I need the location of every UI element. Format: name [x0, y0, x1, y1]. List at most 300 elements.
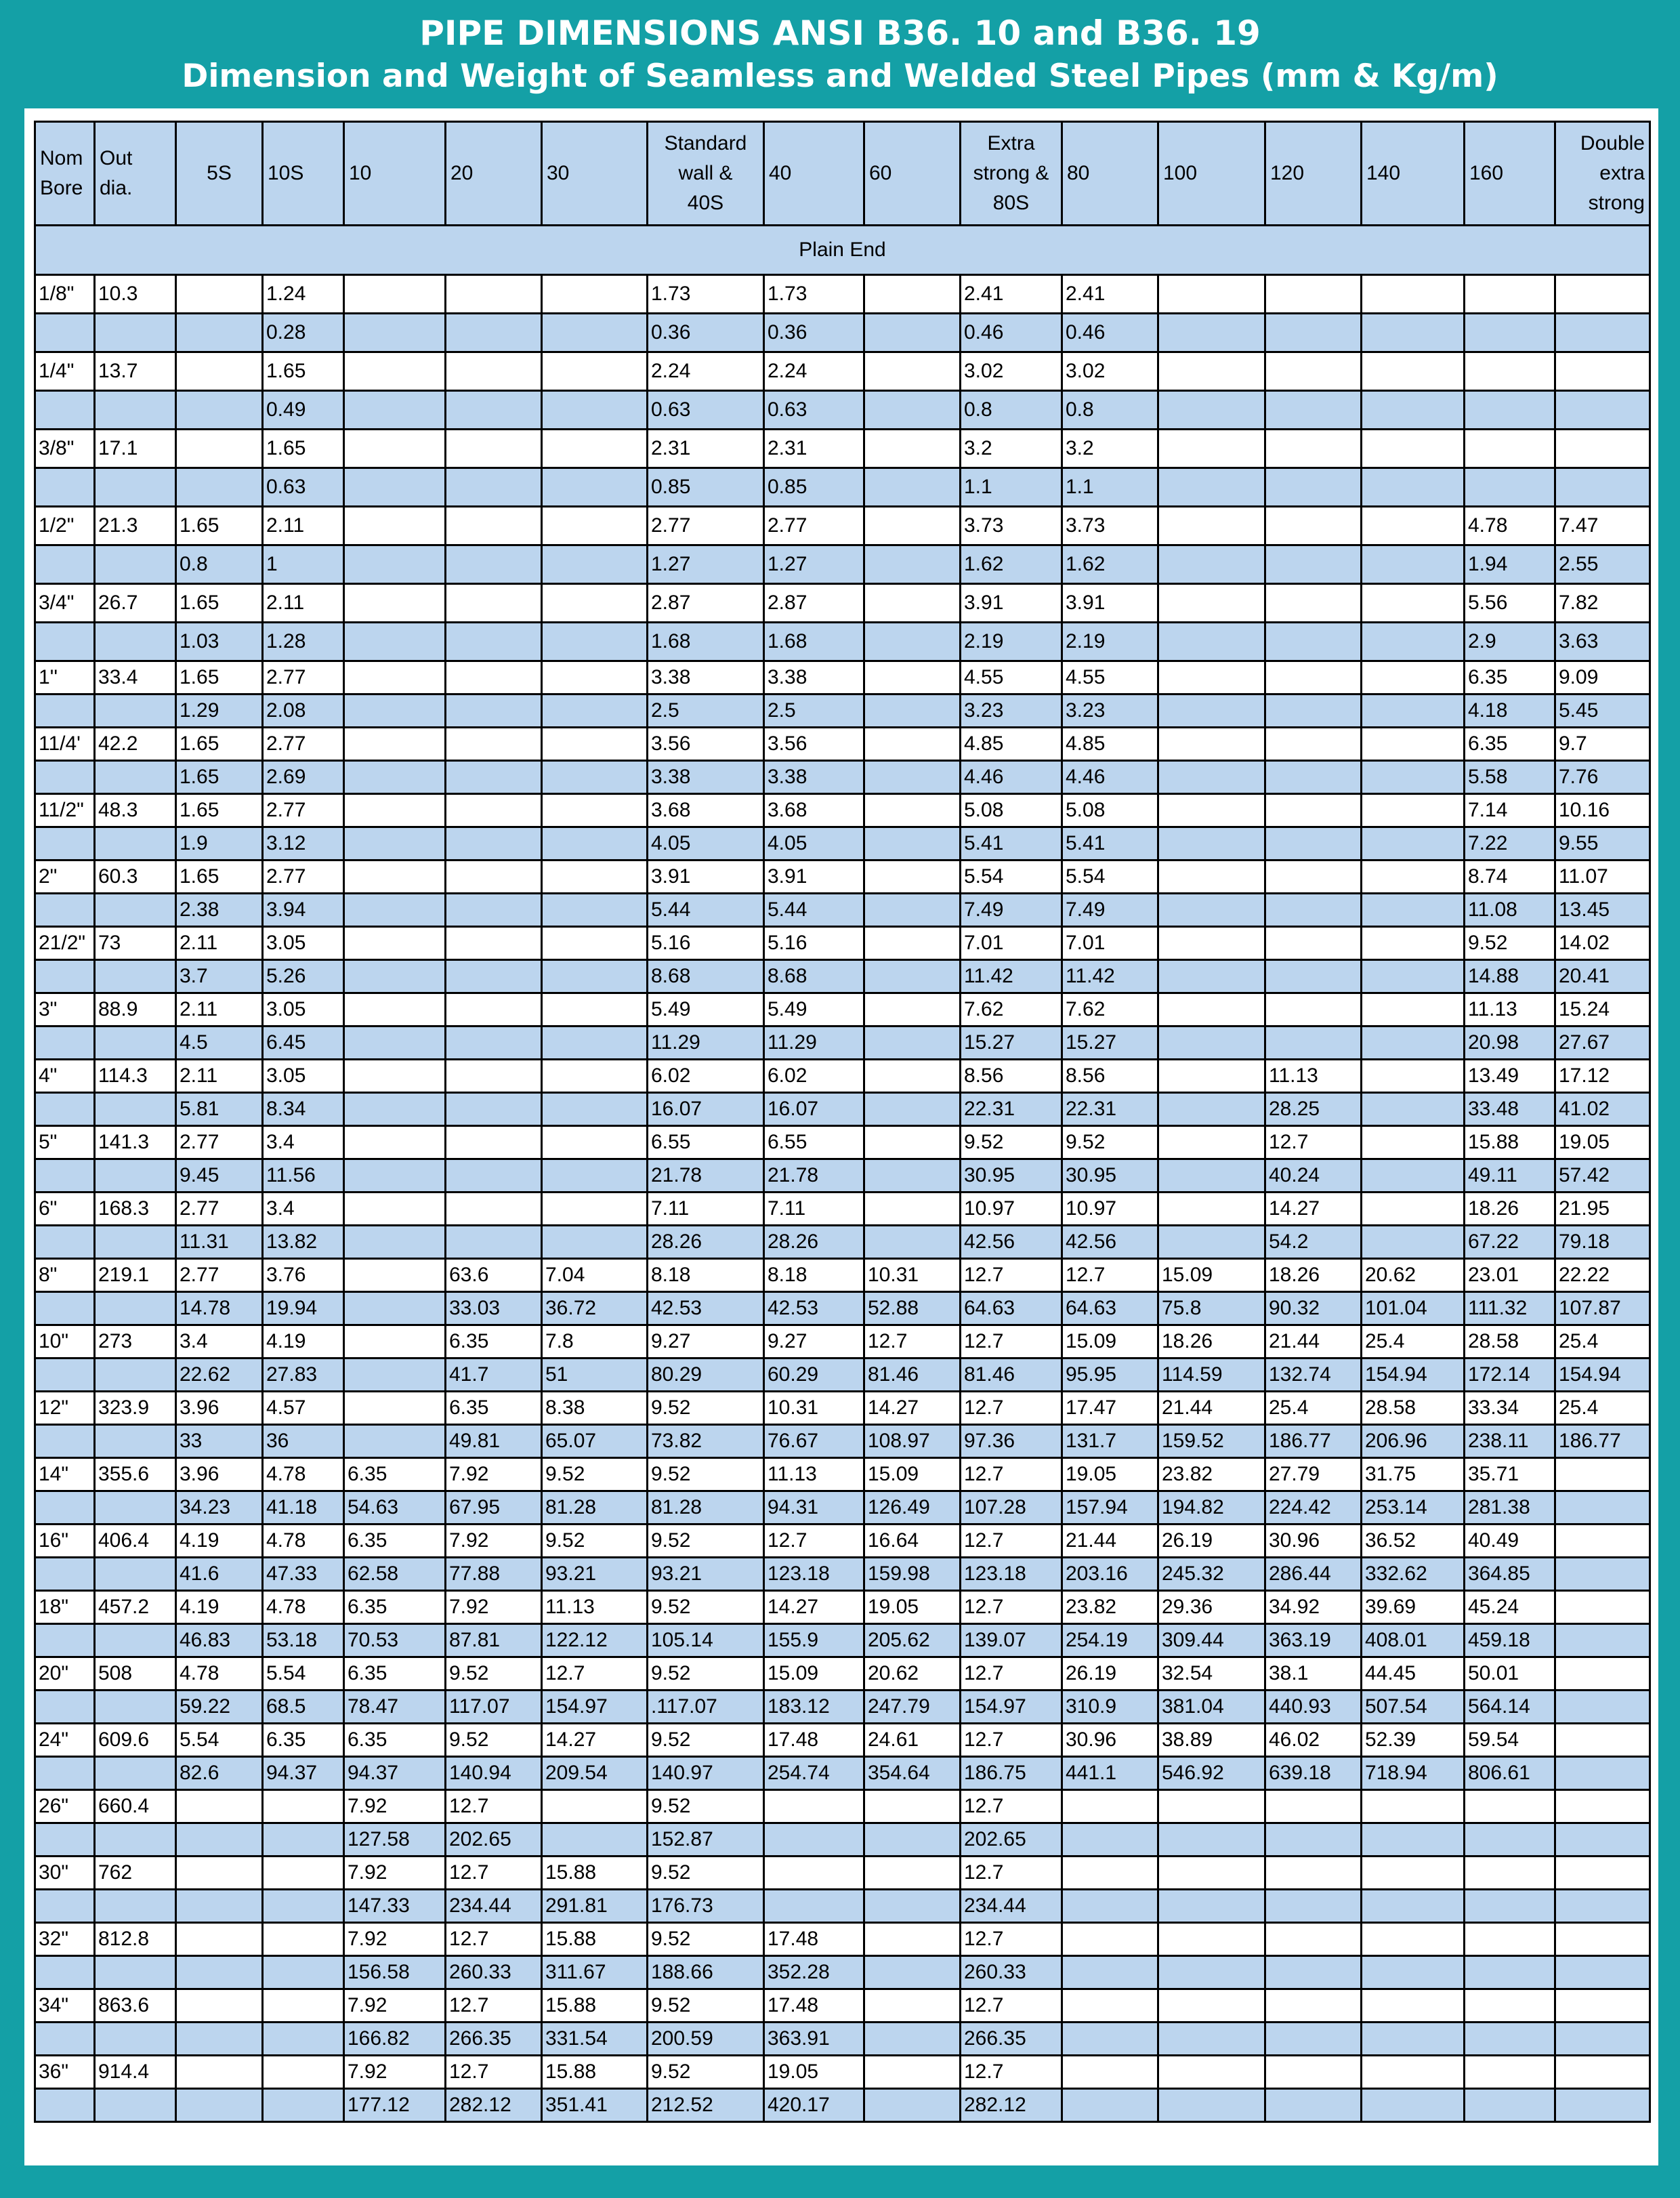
table-cell: 34.23 — [176, 1491, 263, 1525]
table-cell: 2.77 — [263, 661, 344, 694]
table-cell — [1265, 430, 1362, 468]
column-header-line: 100 — [1163, 162, 1198, 184]
table-cell: 23.82 — [1062, 1591, 1158, 1624]
table-cell: 0.46 — [1062, 314, 1158, 352]
cell-out-dia — [95, 2089, 176, 2122]
table-row-thickness — [35, 993, 1650, 1027]
table-cell: 2.77 — [176, 1126, 263, 1159]
table-cell — [446, 960, 542, 993]
table-cell: 6.35 — [344, 1458, 446, 1491]
table-cell — [176, 314, 263, 352]
table-cell: 9.52 — [648, 1724, 764, 1757]
table-cell — [1362, 430, 1465, 468]
table-cell: 127.58 — [344, 1823, 446, 1857]
table-cell: 3.02 — [961, 352, 1062, 391]
table-cell: 4.5 — [176, 1027, 263, 1060]
column-header-line: Bore — [40, 177, 83, 199]
table-cell: 73.82 — [648, 1425, 764, 1458]
table-cell: 7.49 — [961, 894, 1062, 927]
table-cell — [542, 1790, 648, 1823]
table-cell: 12.7 — [542, 1657, 648, 1691]
cell-out-dia: 406.4 — [95, 1525, 176, 1558]
table-cell: 3.76 — [263, 1259, 344, 1292]
table-cell: 12.7 — [1062, 1259, 1158, 1292]
table-cell: 123.18 — [764, 1558, 864, 1591]
table-cell: 9.27 — [764, 1325, 864, 1359]
table-cell: 311.67 — [542, 1956, 648, 1989]
table-cell: 94.37 — [344, 1757, 446, 1790]
table-cell — [344, 827, 446, 860]
table-cell — [1362, 1890, 1465, 1923]
table-row-thickness — [35, 1591, 1650, 1624]
table-cell — [1465, 1989, 1555, 2023]
table-cell: 25.4 — [1265, 1392, 1362, 1425]
table-cell: 3.05 — [263, 927, 344, 960]
table-cell: 59.22 — [176, 1691, 263, 1724]
table-cell — [344, 960, 446, 993]
table-cell — [1465, 352, 1555, 391]
table-cell: 9.52 — [648, 1392, 764, 1425]
table-cell: 7.92 — [344, 1857, 446, 1890]
table-row-weight — [35, 1226, 1650, 1259]
table-cell: 9.52 — [648, 1989, 764, 2023]
table-cell: 15.09 — [764, 1657, 864, 1691]
table-cell: 806.61 — [1465, 1757, 1555, 1790]
table-cell — [446, 468, 542, 507]
table-cell: 36 — [263, 1425, 344, 1458]
table-cell: 20.41 — [1555, 960, 1650, 993]
cell-nom-bore: 3/8" — [35, 430, 95, 468]
table-cell — [344, 1159, 446, 1193]
table-cell: 5.54 — [1062, 860, 1158, 894]
table-cell — [176, 2023, 263, 2056]
table-cell: 17.12 — [1555, 1060, 1650, 1093]
table-cell — [1555, 1458, 1650, 1491]
table-cell: 564.14 — [1465, 1691, 1555, 1724]
table-row-thickness — [35, 1657, 1650, 1691]
table-cell: 7.82 — [1555, 584, 1650, 623]
table-cell: 25.4 — [1362, 1325, 1465, 1359]
table-cell: 159.98 — [864, 1558, 961, 1591]
cell-nom-bore — [35, 1159, 95, 1193]
cell-nom-bore: 5" — [35, 1126, 95, 1159]
table-cell — [864, 694, 961, 728]
table-cell: 0.63 — [764, 391, 864, 430]
table-cell: 7.92 — [344, 2056, 446, 2089]
cell-nom-bore — [35, 1691, 95, 1724]
table-cell: 2.55 — [1555, 545, 1650, 584]
column-header-line: 40S — [687, 192, 724, 214]
table-cell: 94.37 — [263, 1757, 344, 1790]
cell-out-dia: 10.3 — [95, 275, 176, 314]
table-cell — [1062, 2023, 1158, 2056]
table-cell — [864, 860, 961, 894]
table-cell — [1555, 2089, 1650, 2122]
table-cell: 5.54 — [176, 1724, 263, 1757]
table-cell: 0.36 — [648, 314, 764, 352]
table-cell — [542, 761, 648, 794]
table-cell: 224.42 — [1265, 1491, 1362, 1525]
table-cell: 9.52 — [961, 1126, 1062, 1159]
table-cell: 81.28 — [648, 1491, 764, 1525]
table-cell: 7.14 — [1465, 794, 1555, 827]
table-cell: 17.48 — [764, 1923, 864, 1956]
table-cell: 0.46 — [961, 314, 1062, 352]
table-cell — [1158, 761, 1265, 794]
table-cell: 177.12 — [344, 2089, 446, 2122]
table-cell — [864, 1093, 961, 1126]
table-cell: 4.19 — [176, 1525, 263, 1558]
table-cell: 8.68 — [648, 960, 764, 993]
table-cell — [176, 468, 263, 507]
table-cell — [344, 584, 446, 623]
table-cell — [263, 1790, 344, 1823]
table-cell: 108.97 — [864, 1425, 961, 1458]
cell-nom-bore: 14" — [35, 1458, 95, 1491]
table-cell: 5.58 — [1465, 761, 1555, 794]
table-cell — [1362, 507, 1465, 545]
cell-out-dia — [95, 1558, 176, 1591]
table-cell — [864, 275, 961, 314]
table-cell: 8.56 — [1062, 1060, 1158, 1093]
table-cell: 81.46 — [961, 1359, 1062, 1392]
table-cell: 8.34 — [263, 1093, 344, 1126]
table-cell — [1362, 1027, 1465, 1060]
cell-out-dia: 21.3 — [95, 507, 176, 545]
table-row-thickness — [35, 1259, 1650, 1292]
cell-out-dia — [95, 894, 176, 927]
table-cell — [344, 860, 446, 894]
table-cell: 93.21 — [648, 1558, 764, 1591]
column-header — [1158, 122, 1265, 226]
table-cell — [1158, 1027, 1265, 1060]
table-cell: 2.41 — [961, 275, 1062, 314]
table-cell: 0.28 — [263, 314, 344, 352]
table-cell — [1362, 1823, 1465, 1857]
table-cell: 5.81 — [176, 1093, 263, 1126]
table-cell: 1.03 — [176, 623, 263, 661]
table-cell: 266.35 — [961, 2023, 1062, 2056]
table-cell — [263, 2023, 344, 2056]
table-cell — [1362, 1790, 1465, 1823]
table-cell — [446, 728, 542, 761]
table-cell: 16.07 — [764, 1093, 864, 1126]
table-cell — [1158, 1126, 1265, 1159]
table-cell — [1158, 694, 1265, 728]
table-cell: 79.18 — [1555, 1226, 1650, 1259]
table-cell: 35.71 — [1465, 1458, 1555, 1491]
table-cell — [1158, 960, 1265, 993]
table-cell: 11.08 — [1465, 894, 1555, 927]
table-cell: 68.5 — [263, 1691, 344, 1724]
cell-out-dia — [95, 1890, 176, 1923]
column-header-line: 120 — [1270, 162, 1305, 184]
table-cell: 12.7 — [764, 1525, 864, 1558]
table-cell: 45.24 — [1465, 1591, 1555, 1624]
cell-nom-bore — [35, 1359, 95, 1392]
table-row-thickness — [35, 1525, 1650, 1558]
table-cell: 203.16 — [1062, 1558, 1158, 1591]
table-cell — [864, 545, 961, 584]
table-cell: 11.13 — [764, 1458, 864, 1491]
table-cell: 234.44 — [961, 1890, 1062, 1923]
table-cell: 40.24 — [1265, 1159, 1362, 1193]
table-cell: 3.23 — [961, 694, 1062, 728]
table-cell: 15.88 — [542, 1923, 648, 1956]
table-cell: 12.7 — [446, 1923, 542, 1956]
table-cell — [542, 927, 648, 960]
table-cell: 352.28 — [764, 1956, 864, 1989]
table-cell: 3.91 — [961, 584, 1062, 623]
table-cell: 234.44 — [446, 1890, 542, 1923]
table-cell — [864, 794, 961, 827]
table-cell — [263, 1823, 344, 1857]
table-cell: 46.83 — [176, 1624, 263, 1657]
table-cell: 159.52 — [1158, 1425, 1265, 1458]
cell-out-dia — [95, 1491, 176, 1525]
table-cell — [1555, 1989, 1650, 2023]
table-cell: 22.31 — [1062, 1093, 1158, 1126]
table-cell: 2.77 — [764, 507, 864, 545]
table-cell — [1158, 1956, 1265, 1989]
table-cell: 2.31 — [648, 430, 764, 468]
table-cell — [344, 275, 446, 314]
table-cell: 46.02 — [1265, 1724, 1362, 1757]
table-cell: 76.67 — [764, 1425, 864, 1458]
table-cell — [1362, 794, 1465, 827]
table-cell — [344, 1359, 446, 1392]
cell-nom-bore — [35, 1425, 95, 1458]
column-header-line: wall & — [678, 162, 733, 184]
table-cell: 0.36 — [764, 314, 864, 352]
table-cell: 9.52 — [648, 1458, 764, 1491]
table-cell: 65.07 — [542, 1425, 648, 1458]
table-cell: 11.13 — [542, 1591, 648, 1624]
table-cell — [1555, 1591, 1650, 1624]
table-cell — [1062, 2056, 1158, 2089]
cell-nom-bore: 24" — [35, 1724, 95, 1757]
table-cell — [864, 430, 961, 468]
cell-nom-bore: 26" — [35, 1790, 95, 1823]
cell-nom-bore — [35, 1491, 95, 1525]
cell-out-dia: 323.9 — [95, 1392, 176, 1425]
table-cell — [1158, 1857, 1265, 1890]
table-cell: 5.44 — [764, 894, 864, 927]
column-header-line: Standard — [664, 132, 747, 154]
table-row-thickness — [35, 1060, 1650, 1093]
table-row-thickness — [35, 2056, 1650, 2089]
table-cell: 9.45 — [176, 1159, 263, 1193]
table-cell — [344, 314, 446, 352]
table-cell — [1265, 1857, 1362, 1890]
cell-nom-bore: 18" — [35, 1591, 95, 1624]
table-cell — [446, 894, 542, 927]
table-cell: 5.16 — [648, 927, 764, 960]
table-cell: 3.91 — [648, 860, 764, 894]
table-cell — [344, 1060, 446, 1093]
table-cell: 4.85 — [961, 728, 1062, 761]
table-cell: 202.65 — [961, 1823, 1062, 1857]
table-cell: 1.65 — [176, 507, 263, 545]
cell-out-dia — [95, 960, 176, 993]
table-cell — [1265, 1823, 1362, 1857]
table-cell: 4.05 — [764, 827, 864, 860]
table-cell: 4.78 — [263, 1458, 344, 1491]
table-cell: 7.92 — [344, 1989, 446, 2023]
table-cell: 30.96 — [1062, 1724, 1158, 1757]
table-cell: 4.85 — [1062, 728, 1158, 761]
table-cell: 44.45 — [1362, 1657, 1465, 1691]
table-cell — [1265, 468, 1362, 507]
cell-nom-bore — [35, 1027, 95, 1060]
table-cell — [1555, 1857, 1650, 1890]
table-cell: 87.81 — [446, 1624, 542, 1657]
table-cell — [446, 430, 542, 468]
column-header — [1362, 122, 1465, 226]
table-cell — [446, 352, 542, 391]
table-cell — [1062, 1923, 1158, 1956]
cell-out-dia — [95, 1226, 176, 1259]
table-cell: 172.14 — [1465, 1359, 1555, 1392]
table-cell: 64.63 — [961, 1292, 1062, 1325]
table-cell — [1362, 1060, 1465, 1093]
table-row-thickness — [35, 1724, 1650, 1757]
cell-out-dia — [95, 827, 176, 860]
table-cell: 11.13 — [1265, 1060, 1362, 1093]
section-label: Plain End — [35, 226, 1650, 275]
table-cell: 6.02 — [648, 1060, 764, 1093]
table-cell: 6.35 — [344, 1724, 446, 1757]
table-cell — [864, 1027, 961, 1060]
table-cell: 4.46 — [1062, 761, 1158, 794]
table-row-weight — [35, 694, 1650, 728]
table-cell — [446, 314, 542, 352]
table-cell — [1265, 1027, 1362, 1060]
column-header — [95, 122, 176, 226]
table-cell: 8.38 — [542, 1392, 648, 1425]
table-cell — [864, 2023, 961, 2056]
table-cell — [1362, 275, 1465, 314]
table-cell: 2.19 — [1062, 623, 1158, 661]
table-cell — [446, 1159, 542, 1193]
table-row-thickness — [35, 1458, 1650, 1491]
column-header-line: Double — [1580, 132, 1645, 154]
table-cell: 3.4 — [263, 1193, 344, 1226]
table-cell: 332.62 — [1362, 1558, 1465, 1591]
table-cell: 49.81 — [446, 1425, 542, 1458]
table-row-weight — [35, 1558, 1650, 1591]
table-cell: 62.58 — [344, 1558, 446, 1591]
table-cell — [1362, 661, 1465, 694]
table-cell — [1158, 430, 1265, 468]
table-cell — [864, 507, 961, 545]
cell-nom-bore: 30" — [35, 1857, 95, 1890]
column-header — [35, 122, 95, 226]
cell-out-dia — [95, 623, 176, 661]
table-cell — [176, 391, 263, 430]
table-cell: 132.74 — [1265, 1359, 1362, 1392]
table-cell — [1158, 507, 1265, 545]
table-cell: 27.79 — [1265, 1458, 1362, 1491]
table-cell: 0.63 — [648, 391, 764, 430]
table-cell: 2.24 — [764, 352, 864, 391]
cell-nom-bore: 34" — [35, 1989, 95, 2023]
table-row-weight — [35, 1159, 1650, 1193]
table-cell: 1.68 — [648, 623, 764, 661]
table-cell: 20.98 — [1465, 1027, 1555, 1060]
table-cell: 331.54 — [542, 2023, 648, 2056]
cell-nom-bore — [35, 694, 95, 728]
table-cell: 2.19 — [961, 623, 1062, 661]
column-header-line: dia. — [100, 177, 133, 199]
table-cell — [176, 430, 263, 468]
table-cell: 202.65 — [446, 1823, 542, 1857]
table-cell — [1555, 1790, 1650, 1823]
table-cell: 19.05 — [1062, 1458, 1158, 1491]
table-cell — [1555, 391, 1650, 430]
table-cell: 3.73 — [961, 507, 1062, 545]
cell-out-dia — [95, 1691, 176, 1724]
table-cell — [1158, 623, 1265, 661]
table-cell: 28.58 — [1362, 1392, 1465, 1425]
column-header — [648, 122, 764, 226]
table-cell: 11.07 — [1555, 860, 1650, 894]
table-cell: 13.49 — [1465, 1060, 1555, 1093]
table-cell — [1362, 827, 1465, 860]
cell-nom-bore — [35, 1757, 95, 1790]
table-cell: 354.64 — [864, 1757, 961, 1790]
table-cell: 14.27 — [864, 1392, 961, 1425]
table-cell: 9.09 — [1555, 661, 1650, 694]
cell-nom-bore — [35, 1093, 95, 1126]
table-cell — [764, 1790, 864, 1823]
cell-nom-bore: 21/2" — [35, 927, 95, 960]
table-cell: 459.18 — [1465, 1624, 1555, 1657]
table-cell: 126.49 — [864, 1491, 961, 1525]
table-cell: 5.54 — [961, 860, 1062, 894]
table-cell: 3.63 — [1555, 623, 1650, 661]
column-header-line: Out — [100, 147, 133, 169]
table-cell — [1158, 1989, 1265, 2023]
table-cell: 9.55 — [1555, 827, 1650, 860]
cell-out-dia: 88.9 — [95, 993, 176, 1027]
table-cell: 2.87 — [764, 584, 864, 623]
table-cell — [344, 1425, 446, 1458]
table-cell: 2.9 — [1465, 623, 1555, 661]
table-row-thickness — [35, 584, 1650, 623]
table-cell — [1555, 1558, 1650, 1591]
table-cell — [864, 1923, 961, 1956]
table-cell: 3.68 — [764, 794, 864, 827]
table-cell — [344, 894, 446, 927]
table-cell — [542, 661, 648, 694]
table-row-weight — [35, 1093, 1650, 1126]
table-cell: 6.35 — [344, 1525, 446, 1558]
cell-nom-bore — [35, 545, 95, 584]
table-cell — [864, 894, 961, 927]
table-cell — [1158, 1823, 1265, 1857]
table-cell: 12.7 — [446, 2056, 542, 2089]
cell-nom-bore: 16" — [35, 1525, 95, 1558]
table-cell — [864, 927, 961, 960]
table-cell — [864, 352, 961, 391]
table-cell — [542, 275, 648, 314]
table-cell — [446, 1027, 542, 1060]
table-cell — [1265, 860, 1362, 894]
table-cell: 351.41 — [542, 2089, 648, 2122]
table-cell: 2.77 — [176, 1259, 263, 1292]
table-cell: 41.7 — [446, 1359, 542, 1392]
